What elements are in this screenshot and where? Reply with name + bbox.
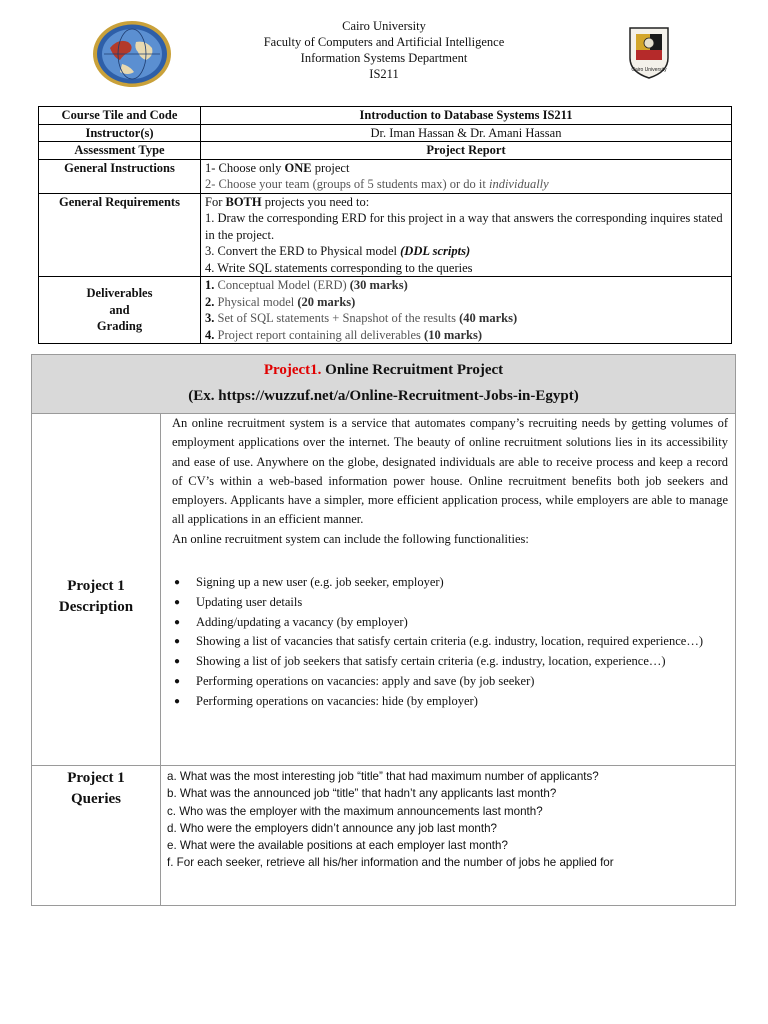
instructor-value: Dr. Iman Hassan & Dr. Amani Hassan xyxy=(201,124,732,142)
assessment-type-value: Project Report xyxy=(201,142,732,160)
project-title: Project1. Online Recruitment Project xyxy=(263,362,504,378)
queries-list xyxy=(167,768,727,872)
deliverable-item: 1. Conceptual Model (ERD) (30 marks) xyxy=(205,278,408,292)
column-divider xyxy=(160,414,161,906)
assessment-type-label: Assessment Type xyxy=(39,142,201,160)
requirement-line: 4. Write SQL statements corresponding to the queries xyxy=(205,260,473,275)
svg-text:Cairo University: Cairo University xyxy=(631,67,667,73)
project-table xyxy=(31,354,736,906)
course-code: IS211 xyxy=(369,67,399,81)
requirement-line: 1. Draw the corresponding ERD for this project in a way that answers the corresponding inquires stated in the project. xyxy=(205,211,723,242)
description-paragraph: An online recruitment system is a service that automates company’s recruiting needs by getting volumes of employment applications over the internet. The beauty of online recruitment solutions lies in its accessibility and ease of use. Anywhere on the globe, designated individuals are able to receive process and keep a record of CV’s within a web-based information power house. Online recruitment benefits both job seekers and employers. Applicants have a simpler, more efficient application process, while employers are able to manage all applications in an efficient manner. xyxy=(172,416,728,527)
list-item: b. What was the announced job “title” that hadn’t any applicants last month? xyxy=(167,787,557,801)
list-item: d. Who were the employers didn’t announce any job last month? xyxy=(167,821,497,835)
list-item: ● Updating user details xyxy=(172,593,728,612)
document-header xyxy=(0,18,768,82)
course-title-value: Introduction to Database Systems IS211 xyxy=(201,107,732,125)
deliverable-item: 3. Set of SQL statements + Snapshot of the results (40 marks) xyxy=(205,311,518,325)
description-label: Project 1 Description xyxy=(58,578,134,615)
instruction-line: 1- Choose only ONE project xyxy=(205,160,350,175)
university-name: Cairo University xyxy=(342,19,426,33)
list-item: ● Showing a list of vacancies that satisfy certain criteria (e.g. industry, location, required experience…) xyxy=(172,632,728,651)
table-row xyxy=(39,159,732,193)
list-item: f. For each seeker, retrieve all his/her information and the number of jobs he applied for xyxy=(167,856,614,870)
list-item: e. What were the available positions at each employer last month? xyxy=(167,839,508,853)
project-heading xyxy=(32,355,735,414)
row-divider xyxy=(32,765,735,766)
deliverables-label: Deliverables and Grading xyxy=(39,277,201,344)
queries-label: Project 1 Queries xyxy=(67,770,125,807)
project-example-url: (Ex. https://wuzzuf.net/a/Online-Recruitment-Jobs-in-Egypt) xyxy=(188,388,579,404)
table-row xyxy=(39,142,732,160)
department-name: Information Systems Department xyxy=(300,51,468,65)
course-title-label: Course Tile and Code xyxy=(39,107,201,125)
general-instructions-value xyxy=(201,159,732,193)
functionalities-intro: An online recruitment system can include the following functionalities: xyxy=(172,531,529,546)
project-description xyxy=(172,414,728,549)
table-row xyxy=(39,277,732,344)
general-requirements-value xyxy=(201,193,732,277)
requirement-line: 3. Convert the ERD to Physical model (DDL scripts) xyxy=(205,244,471,258)
list-item: a. What was the most interesting job “title” that had maximum number of applicants? xyxy=(167,770,599,783)
list-item: ● Showing a list of job seekers that satisfy certain criteria (e.g. industry, location, experience…) xyxy=(172,652,728,671)
instruction-line: 2- Choose your team (groups of 5 students max) or do it individually xyxy=(205,177,549,191)
functionalities-list xyxy=(172,573,728,712)
general-instructions-label: General Instructions xyxy=(39,159,201,193)
deliverable-item: 2. Physical model (20 marks) xyxy=(205,294,356,309)
table-row xyxy=(39,193,732,277)
course-info-table xyxy=(38,106,732,344)
table-row xyxy=(39,124,732,142)
requirement-line: For BOTH projects you need to: xyxy=(205,194,370,209)
list-item: ● Adding/updating a vacancy (by employer) xyxy=(172,613,728,632)
faculty-name: Faculty of Computers and Artificial Intelligence xyxy=(263,35,505,49)
deliverable-item: 4. Project report containing all deliverables (10 marks) xyxy=(205,327,483,342)
table-row xyxy=(39,107,732,125)
list-item: c. Who was the employer with the maximum announcements last month? xyxy=(167,804,543,818)
list-item: ● Signing up a new user (e.g. job seeker, employer) xyxy=(172,573,728,592)
list-item: ● Performing operations on vacancies: hide (by employer) xyxy=(172,692,728,711)
deliverables-list xyxy=(201,277,732,344)
instructor-label: Instructor(s) xyxy=(39,124,201,142)
general-requirements-label: General Requirements xyxy=(39,193,201,277)
list-item: ● Performing operations on vacancies: apply and save (by job seeker) xyxy=(172,672,728,691)
